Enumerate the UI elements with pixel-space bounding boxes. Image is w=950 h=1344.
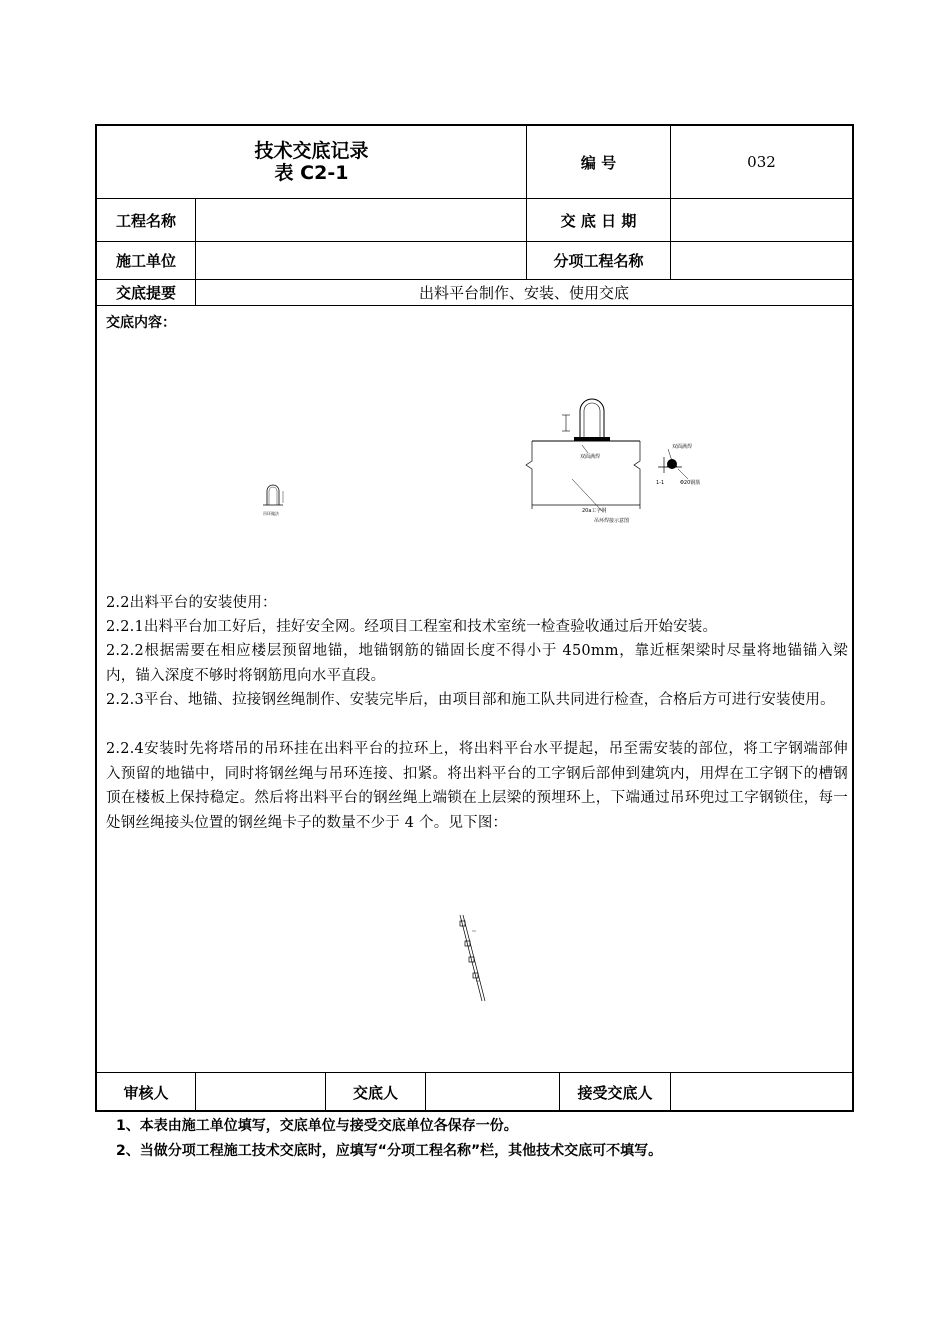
disclosure-form xyxy=(95,124,854,1112)
number-value: 032 xyxy=(747,153,776,171)
beam-label: 20a工字钢 xyxy=(582,508,607,514)
paragraph-2: 2.2.1出料平台加工好后，挂好安全网。经项目工程室和技术室统一检查验收通过后开始安装。 xyxy=(106,619,718,635)
receiver-field[interactable] xyxy=(671,1073,852,1112)
small-ring-drawing xyxy=(255,481,295,526)
discloser-label: 交底人 xyxy=(326,1073,426,1112)
lifting-ring-drawing xyxy=(522,381,762,531)
header-row xyxy=(97,126,852,199)
small-ring-caption: 吊环做法 xyxy=(263,511,279,516)
signature-row xyxy=(97,1072,852,1112)
paragraph-3: 2.2.2根据需要在相应楼层预留地锚，地锚钢筋的锚固长度不得小于 450mm，靠近框架梁时尽量将地锚锚入梁内，锚入深度不够时将钢筋甩向水平直段。 xyxy=(106,643,848,684)
subproject-label: 分项工程名称 xyxy=(527,242,671,279)
weld-label: 双面满焊 xyxy=(580,454,601,460)
project-name-label: 工程名称 xyxy=(97,199,196,241)
date-label: 交 底 日 期 xyxy=(527,199,671,241)
section-tag: 1-1 xyxy=(656,480,665,486)
number-label: 编 号 xyxy=(527,126,671,198)
unit-label: 施工单位 xyxy=(97,242,196,279)
subproject-field[interactable] xyxy=(671,242,852,279)
summary-value: 出料平台制作、安装、使用交底 xyxy=(418,284,629,302)
form-title-cell xyxy=(97,126,527,198)
discloser-field[interactable] xyxy=(426,1073,560,1112)
paragraph-5: 2.2.4安装时先将塔吊的吊环挂在出料平台的拉环上，将出料平台水平提起，吊至需安装的部位，将工字钢端部伸入预留的地锚中，同时将钢丝绳与吊环连接、扣紧。将出料平台的工字钢后部伸到建筑内，用焊在工字钢下的槽钢顶在楼板上保持稳定。然后将出料平台的钢丝绳上端锁在上层梁的预埋环上，下端通过吊环兜过工字钢锁住，每一处钢丝绳接头位置的钢丝绳卡子的数量不少于 4 个。见下图： xyxy=(106,741,848,831)
content-label: 交底内容： xyxy=(106,315,176,331)
summary-label: 交底提要 xyxy=(97,280,196,305)
date-field[interactable] xyxy=(671,199,852,241)
paragraph-1: 2.2出料平台的安装使用： xyxy=(106,595,277,611)
note-2: 2、当做分项工程施工技术交底时，应填写“分项工程名称”栏，其他技术交底可不填写。 xyxy=(116,1143,663,1159)
reviewer-label: 审核人 xyxy=(97,1073,196,1112)
form-subtitle: 表 C2-1 xyxy=(274,162,349,184)
figure1-caption: 吊环焊接示意图 xyxy=(594,518,630,524)
unit-row xyxy=(97,242,852,280)
receiver-label: 接受交底人 xyxy=(560,1073,671,1112)
paragraph-4: 2.2.3平台、地锚、拉接钢丝绳制作、安装完毕后，由项目部和施工队共同进行检查，合格后方可进行安装使用。 xyxy=(106,692,835,708)
form-title: 技术交底记录 xyxy=(254,140,369,162)
project-name-field[interactable] xyxy=(196,199,527,241)
note-1: 1、本表由施工单位填写，交底单位与接受交底单位各保存一份。 xyxy=(116,1118,518,1134)
reviewer-field[interactable] xyxy=(196,1073,326,1112)
summary-row xyxy=(97,280,852,306)
project-row xyxy=(97,199,852,242)
unit-field[interactable] xyxy=(196,242,527,279)
rebar-label: Φ20钢筋 xyxy=(680,480,701,486)
section-top-label: 双面满焊 xyxy=(672,444,693,450)
wire-rope-clip-drawing xyxy=(452,911,492,1006)
